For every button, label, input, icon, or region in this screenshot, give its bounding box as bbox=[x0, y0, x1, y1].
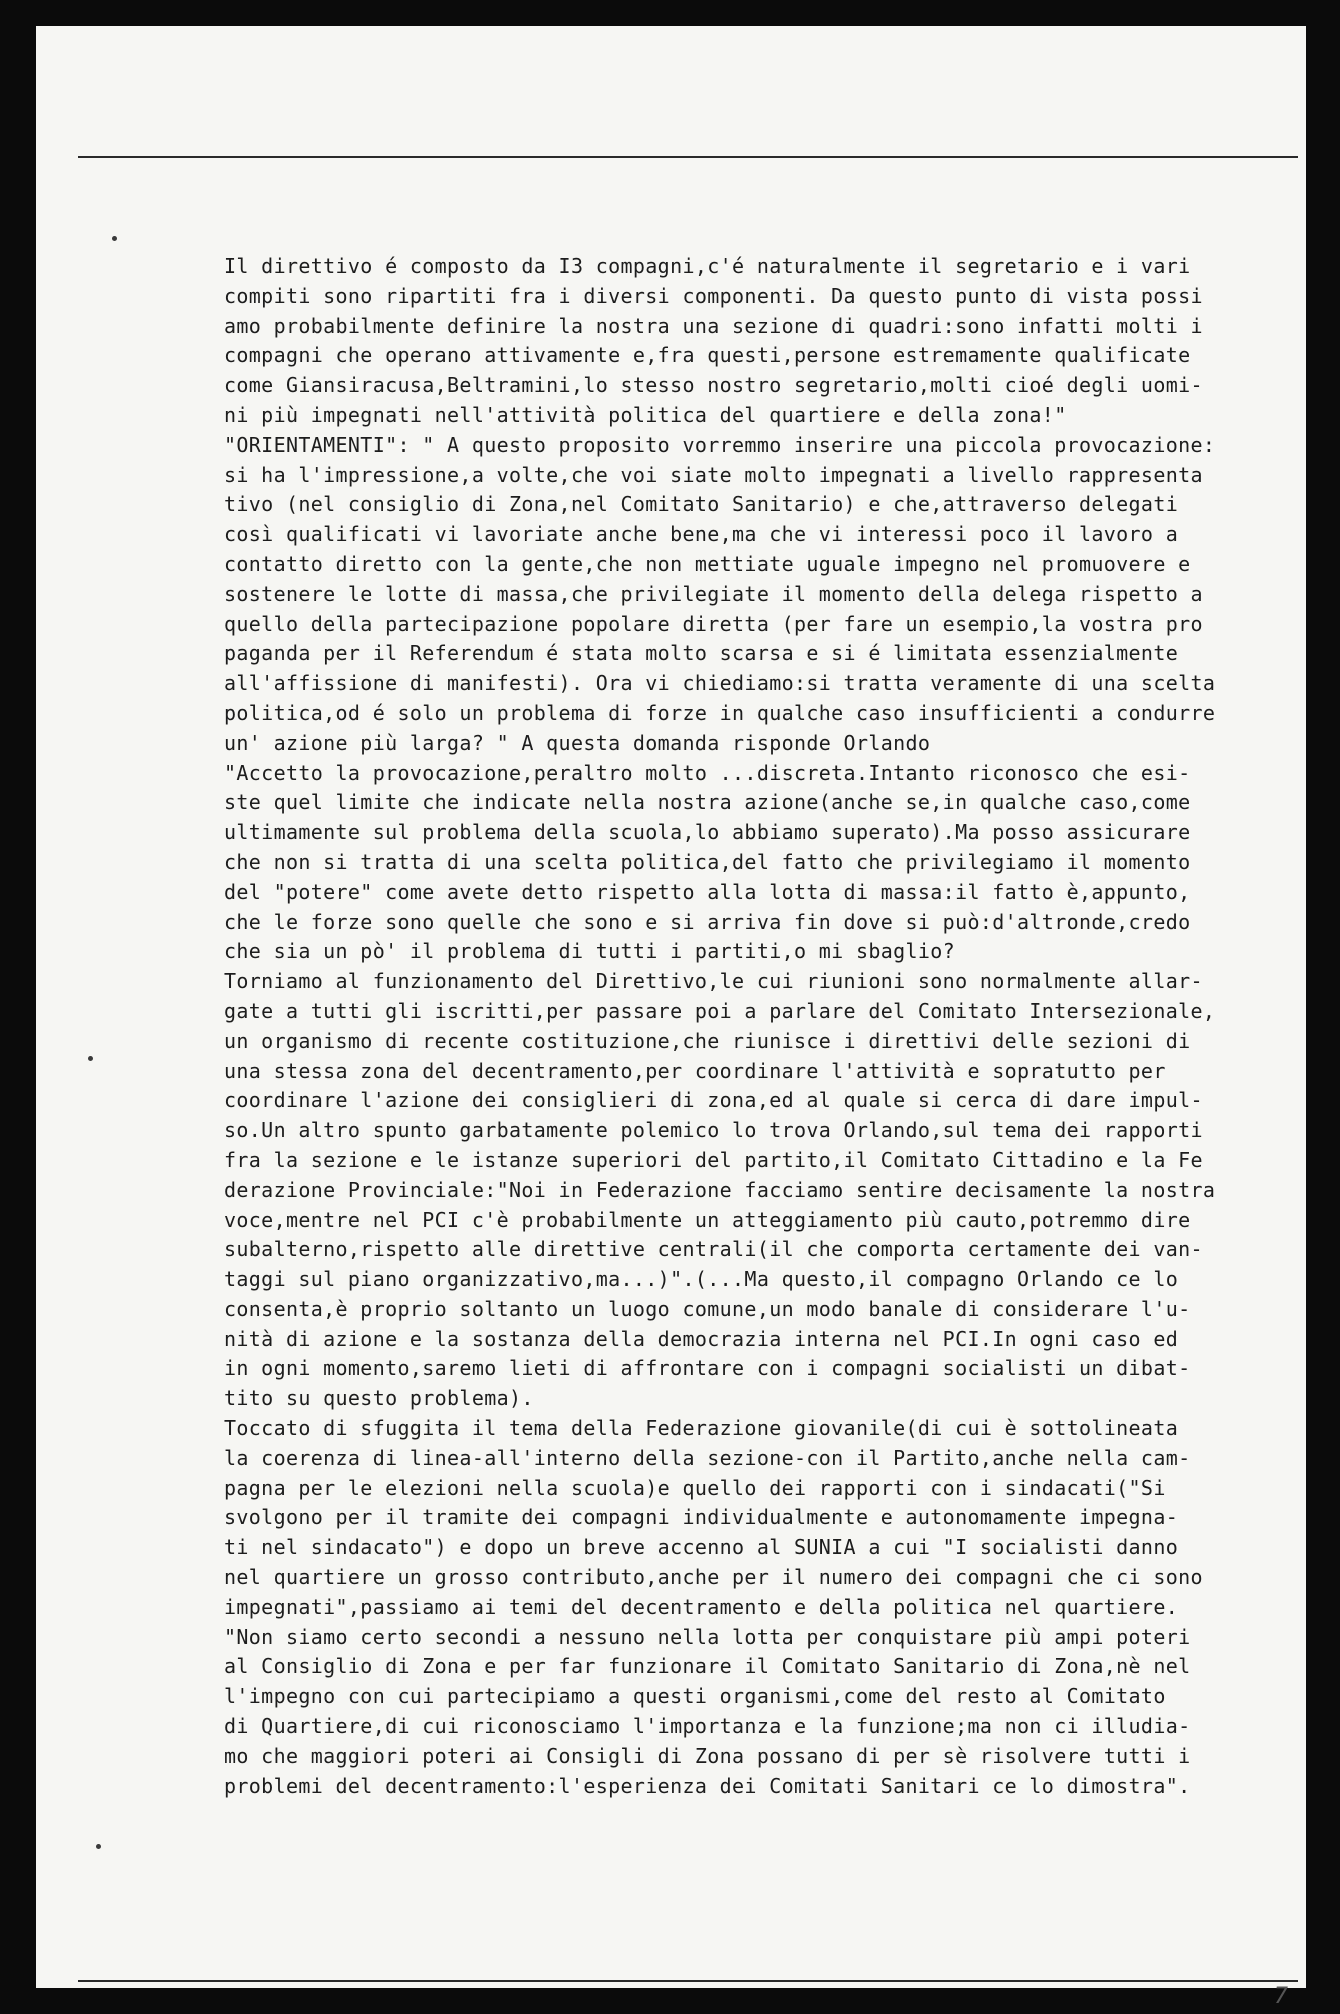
text-line: Torniamo al funzionamento del Direttivo,le cui riunioni sono normalmente allar- bbox=[224, 969, 1203, 994]
top-rule bbox=[78, 156, 1298, 158]
text-line: nità di azione e la sostanza della democrazia interna nel PCI.In ogni caso ed bbox=[224, 1326, 1179, 1351]
text-line: nel quartiere un grosso contributo,anche per il numero dei compagni che ci sono bbox=[224, 1565, 1203, 1590]
text-line: l'impegno con cui partecipiamo a questi organismi,come del resto al Comitato bbox=[224, 1684, 1166, 1709]
text-line: così qualificati vi lavoriate anche bene,ma che vi interessi poco il lavoro a bbox=[224, 522, 1179, 547]
text-line: che non si tratta di una scelta politica,del fatto che privilegiamo il momento bbox=[224, 849, 1191, 874]
text-line: compiti sono ripartiti fra i diversi componenti. Da questo punto di vista possi bbox=[224, 283, 1203, 308]
text-line: voce,mentre nel PCI c'è probabilmente un atteggiamento più cauto,potremmo dire bbox=[224, 1207, 1191, 1232]
text-line: la coerenza di linea-all'interno della sezione-con il Partito,anche nella cam- bbox=[224, 1445, 1191, 1470]
text-line: gate a tutti gli iscritti,per passare poi a parlare del Comitato Intersezionale, bbox=[224, 998, 1216, 1023]
text-line: svolgono per il tramite dei compagni individualmente e autonomamente impegna- bbox=[224, 1505, 1179, 1530]
text-line: tito su questo problema). bbox=[224, 1386, 534, 1411]
text-line: ultimamente sul problema della scuola,lo abbiamo superato).Ma posso assicurare bbox=[224, 820, 1191, 845]
text-line: mo che maggiori poteri ai Consigli di Zona possano di per sè risolvere tutti i bbox=[224, 1743, 1191, 1768]
text-line: Il direttivo é composto da I3 compagni,c'é naturalmente il segretario e i vari bbox=[224, 254, 1191, 278]
text-line: politica,od é solo un problema di forze in qualche caso insufficienti a condurre bbox=[224, 700, 1216, 725]
text-line: tivo (nel consiglio di Zona,nel Comitato Sanitario) e che,attraverso delegati bbox=[224, 492, 1179, 517]
text-line: ti nel sindacato") e dopo un breve accenno al SUNIA a cui "I socialisti danno bbox=[224, 1535, 1179, 1560]
text-line: subalterno,rispetto alle direttive centrali(il che comporta certamente dei van- bbox=[224, 1237, 1203, 1262]
text-line: consenta,è proprio soltanto un luogo comune,un modo banale di considerare l'u- bbox=[224, 1296, 1191, 1321]
page-number: 7 bbox=[1274, 1984, 1288, 2009]
text-line: al Consiglio di Zona e per far funzionare il Comitato Sanitario di Zona,nè nel bbox=[224, 1654, 1191, 1679]
text-line: all'affissione di manifesti). Ora vi chiediamo:si tratta veramente di una scelta bbox=[224, 671, 1216, 696]
text-line: "Non siamo certo secondi a nessuno nella lotta per conquistare più ampi poteri bbox=[224, 1624, 1191, 1649]
text-line: "Accetto la provocazione,peraltro molto ...discreta.Intanto riconosco che esi- bbox=[224, 760, 1191, 785]
text-line: coordinare l'azione dei consiglieri di zona,ed al quale si cerca di dare impul- bbox=[224, 1088, 1203, 1113]
text-line: derazione Provinciale:"Noi in Federazione facciamo sentire decisamente la nostra bbox=[224, 1177, 1216, 1202]
text-line: come Giansiracusa,Beltramini,lo stesso nostro segretario,molti cioé degli uomi- bbox=[224, 373, 1203, 398]
text-line: ste quel limite che indicate nella nostra azione(anche se,in qualche caso,come bbox=[224, 790, 1191, 815]
text-line: fra la sezione e le istanze superiori del partito,il Comitato Cittadino e la Fe bbox=[224, 1147, 1203, 1172]
margin-speck bbox=[88, 1056, 93, 1061]
text-line: un' azione più larga? " A questa domanda risponde Orlando bbox=[224, 730, 931, 755]
text-line: paganda per il Referendum é stata molto scarsa e si é limitata essenzialmente bbox=[224, 641, 1179, 666]
text-line: Toccato di sfuggita il tema della Federazione giovanile(di cui è sottolineata bbox=[224, 1416, 1179, 1441]
text-line: del "potere" come avete detto rispetto alla lotta di massa:il fatto è,appunto, bbox=[224, 879, 1191, 904]
text-line: di Quartiere,di cui riconosciamo l'importanza e la funzione;ma non ci illudia- bbox=[224, 1714, 1191, 1739]
text-line: problemi del decentramento:l'esperienza dei Comitati Sanitari ce lo dimostra". bbox=[224, 1773, 1191, 1798]
text-line: una stessa zona del decentramento,per coordinare l'attività e sopratutto per bbox=[224, 1058, 1166, 1083]
text-line: "ORIENTAMENTI": " A questo proposito vorremmo inserire una piccola provocazione: bbox=[224, 432, 1216, 457]
text-line: so.Un altro spunto garbatamente polemico lo trova Orlando,sul tema dei rapporti bbox=[224, 1118, 1203, 1143]
text-line: quello della partecipazione popolare diretta (per fare un esempio,la vostra pro bbox=[224, 611, 1203, 636]
text-line: impegnati",passiamo ai temi del decentramento e della politica nel quartiere. bbox=[224, 1594, 1179, 1619]
text-line: ni più impegnati nell'attività politica del quartiere e della zona!" bbox=[224, 402, 1067, 427]
text-line: che le forze sono quelle che sono e si arriva fin dove si può:d'altronde,credo bbox=[224, 909, 1191, 934]
text-line: in ogni momento,saremo lieti di affrontare con i compagni socialisti un dibat- bbox=[224, 1356, 1191, 1381]
text-line: che sia un pò' il problema di tutti i partiti,o mi sbaglio? bbox=[224, 939, 956, 964]
text-line: un organismo di recente costituzione,che riunisce i direttivi delle sezioni di bbox=[224, 1028, 1191, 1053]
text-line: amo probabilmente definire la nostra una sezione di quadri:sono infatti molti i bbox=[224, 313, 1203, 338]
text-line: sostenere le lotte di massa,che privilegiate il momento della delega rispetto a bbox=[224, 581, 1203, 606]
bottom-rule bbox=[78, 1980, 1298, 1982]
text-line: pagna per le elezioni nella scuola)e quello dei rapporti con i sindacati("Si bbox=[224, 1475, 1166, 1500]
text-line: si ha l'impressione,a volte,che voi siate molto impegnati a livello rappresenta bbox=[224, 462, 1203, 487]
text-line: taggi sul piano organizzativo,ma...)".(...Ma questo,il compagno Orlando ce lo bbox=[224, 1267, 1179, 1292]
text-line: compagni che operano attivamente e,fra questi,persone estremamente qualificate bbox=[224, 343, 1191, 368]
document-page bbox=[36, 26, 1306, 2009]
margin-speck bbox=[112, 236, 117, 241]
margin-speck bbox=[96, 1844, 101, 1849]
body-text bbox=[224, 252, 1304, 1801]
text-line: contatto diretto con la gente,che non mettiate uguale impegno nel promuovere e bbox=[224, 551, 1191, 576]
